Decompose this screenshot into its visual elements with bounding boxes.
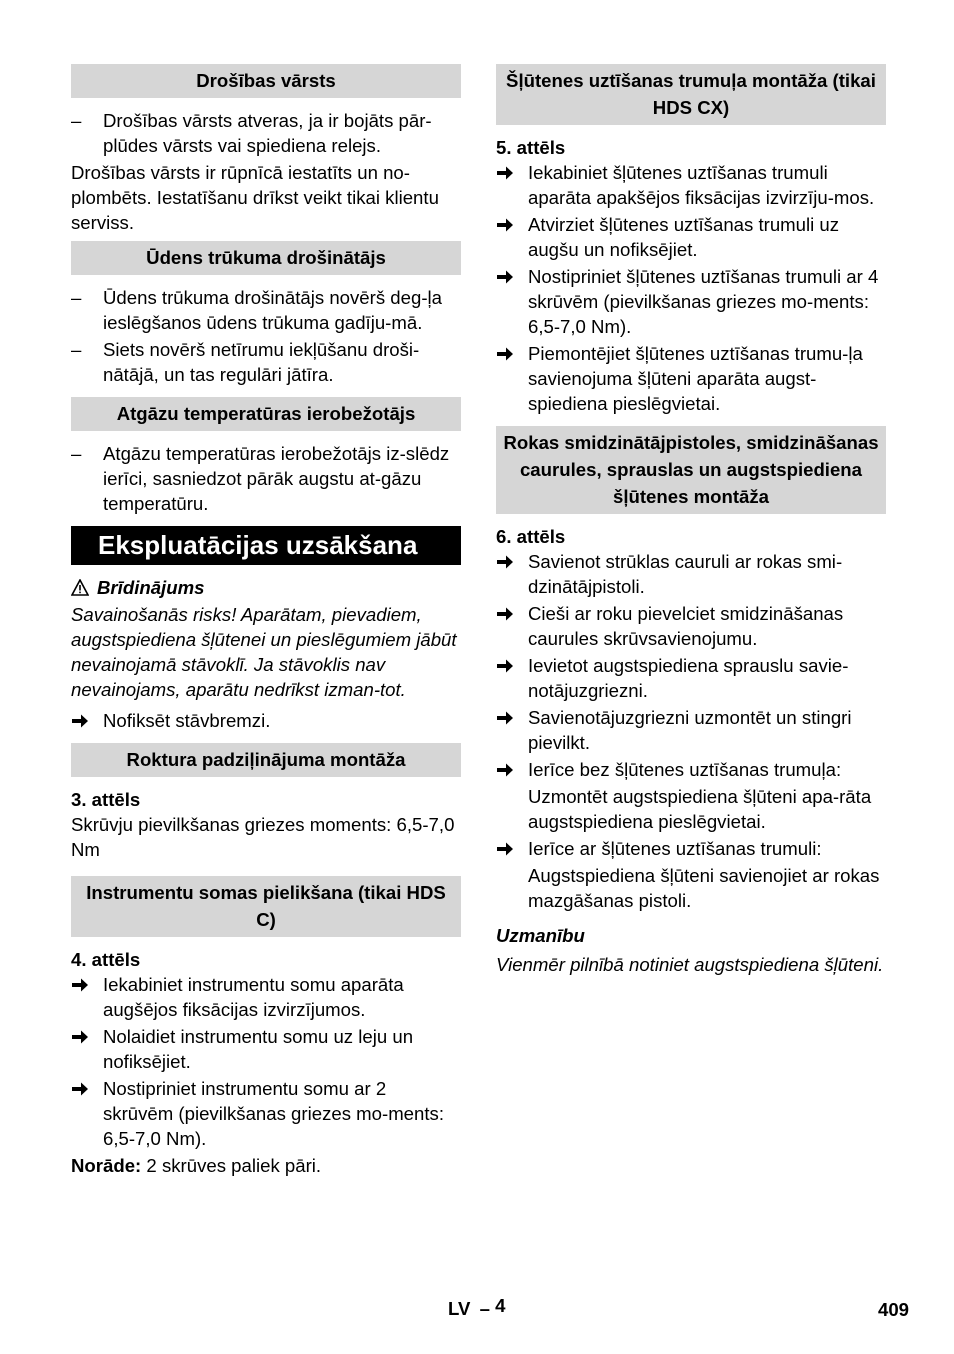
paragraph: Skrūvju pievilkšanas griezes moments: 6,5-7,0 Nm [71, 814, 455, 860]
arrow-right-icon [496, 658, 514, 674]
page-number: 409 [878, 1299, 910, 1320]
step-subtext: Uzmontēt augstspiediena šļūteni apa-rāta augstspiediena pieslēgvietai. [528, 786, 872, 832]
list-item: – Ūdens trūkuma drošinātājs novērš deg-ļa ieslēgšanos ūdens trūkuma gadīju-mā. [71, 287, 442, 333]
arrow-right-icon [496, 841, 514, 857]
arrow-right-icon [496, 217, 514, 233]
step-item: Savienot strūklas cauruli ar rokas smi-dzinātājpistoli. [496, 549, 886, 599]
left-column [71, 64, 461, 1184]
arrow-right-icon [71, 1029, 89, 1045]
figure-reference: 4. attēls [71, 949, 141, 970]
section-heading-exhaust-limiter: Atgāzu temperatūras ierobežotājs [71, 397, 461, 431]
arrow-right-icon [496, 606, 514, 622]
list-item: – Siets novērš netīrumu iekļūšanu droši-nātājā, un tas regulāri jātīra. [71, 339, 420, 385]
warning-heading: Brīdinājums [71, 575, 461, 602]
figure-reference: 6. attēls [496, 526, 566, 547]
arrow-right-icon [496, 269, 514, 285]
caution-text: Vienmēr pilnībā notiniet augstspiediena šļūteni. [496, 954, 884, 975]
arrow-right-icon [71, 1081, 89, 1097]
arrow-right-icon [71, 977, 89, 993]
dash-bullet: – [71, 110, 82, 131]
step-item: Nostipriniet šļūtenes uztīšanas trumuli ar 4 skrūvēm (pievilkšanas griezes mo-ments: 6,5-7,0 Nm). [496, 264, 886, 339]
warning-text: Savainošanās risks! Aparātam, pievadiem, augstspiediena šļūtenei un pieslēgumiem jābūt nevainojamā stāvoklī. Ja stāvoklis nav nevainojams, aparātu nedrīkst izman-tot. [71, 604, 457, 700]
footer-language-code: LV – 4 [448, 1295, 506, 1319]
step-item: Iekabiniet instrumentu somu aparāta augšējos fiksācijas izvirzījumos. [71, 972, 461, 1022]
step-item: Nostipriniet instrumentu somu ar 2 skrūvēm (pievilkšanas griezes mo-ments: 6,5-7,0 Nm). [71, 1076, 461, 1151]
step-item: Savienotājuzgriezni uzmontēt un stingri pievilkt. [496, 705, 886, 755]
step-item: Atvirziet šļūtenes uztīšanas trumuli uz augšu un nofiksējiet. [496, 212, 886, 262]
warning-triangle-icon [71, 577, 89, 602]
step-item: Nofiksēt stāvbremzi. [71, 708, 461, 733]
step-item: Ierīce bez šļūtenes uztīšanas trumuļa: Uzmontēt augstspiediena šļūteni apa-rāta augstspiediena pieslēgvietai. [496, 757, 886, 834]
step-subtext: Augstspiediena šļūteni savienojiet ar rokas mazgāšanas pistoli. [528, 865, 880, 911]
section-heading-water-shortage: Ūdens trūkuma drošinātājs [71, 241, 461, 275]
right-column [496, 64, 886, 983]
paragraph: Drošības vārsts ir rūpnīcā iestatīts un no-plombēts. Iestatīšanu drīkst veikt tikai klientu serviss. [71, 162, 439, 233]
arrow-right-icon [496, 554, 514, 570]
arrow-right-icon [71, 713, 89, 729]
figure-reference: 5. attēls [496, 137, 566, 158]
dash-bullet: – [71, 339, 82, 360]
step-item: Nolaidiet instrumentu somu uz leju un nofiksējiet. [71, 1024, 461, 1074]
section-heading-handle-recess: Roktura padziļinājuma montāža [71, 743, 461, 777]
chapter-heading: Ekspluatācijas uzsākšana [71, 526, 461, 565]
list-item: – Atgāzu temperatūras ierobežotājs iz-slēdz ierīci, sasniedzot pārāk augstu at-gāzu temperatūru. [71, 443, 450, 514]
dash-bullet: – [71, 443, 82, 464]
list-item: – Drošības vārsts atveras, ja ir bojāts pār-plūdes vārsts vai spiediena relejs. [71, 110, 432, 156]
arrow-right-icon [496, 710, 514, 726]
section-heading-tool-bag: Instrumentu somas pielikšana (tikai HDS C) [71, 876, 461, 937]
step-item: Iekabiniet šļūtenes uztīšanas trumuli aparāta apakšējos fiksācijas izvirzīju-mos. [496, 160, 886, 210]
step-item: Piemontējiet šļūtenes uztīšanas trumu-ļa savienojuma šļūteni aparāta augst-spiediena pieslēgvietai. [496, 341, 886, 416]
step-item: Ierīce ar šļūtenes uztīšanas trumuli: Augstspiediena šļūteni savienojiet ar rokas mazgāšanas pistoli. [496, 836, 886, 913]
note: Norāde: 2 skrūves paliek pāri. [71, 1155, 322, 1176]
caution-heading: Uzmanību [496, 925, 585, 946]
arrow-right-icon [496, 165, 514, 181]
figure-reference: 3. attēls [71, 789, 141, 810]
arrow-right-icon [496, 762, 514, 778]
arrow-right-icon [496, 346, 514, 362]
dash-bullet: – [71, 287, 82, 308]
section-heading-safety-valve: Drošības vārsts [71, 64, 461, 98]
step-item: Ievietot augstspiediena sprauslu savie-notājuzgriezni. [496, 653, 886, 703]
section-heading-spray-gun: Rokas smidzinātājpistoles, smidzināšanas caurules, sprauslas un augstspiediena šļūtenes montāža [496, 426, 886, 514]
step-item: Cieši ar roku pievelciet smidzināšanas caurules skrūvsavienojumu. [496, 601, 886, 651]
section-heading-hose-reel: Šļūtenes uztīšanas trumuļa montāža (tikai HDS CX) [496, 64, 886, 125]
